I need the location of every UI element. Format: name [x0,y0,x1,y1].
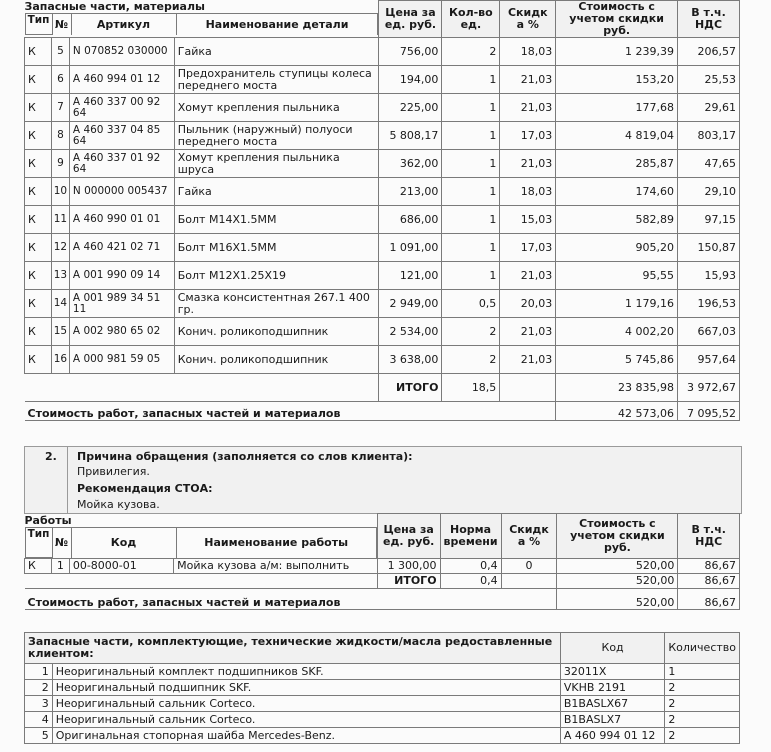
works-total-cost: 520,00 [557,573,678,588]
parts-cell-discount: 21,03 [500,150,556,178]
parts-cell-qty: 1 [442,150,500,178]
parts-cell-vat: 47,65 [678,150,740,178]
parts-cell-no: 8 [51,122,69,150]
parts-cell-discount: 18,03 [500,38,556,66]
parts-row [25,150,740,178]
parts-cell-discount: 17,03 [500,122,556,150]
parts-cell-no: 7 [51,94,69,122]
client-col-code: Код [560,633,664,664]
parts-cell-cost: 4 002,20 [556,318,678,346]
parts-table [24,0,740,421]
parts-cell-type: К [25,94,52,122]
client-cell-name: Неоригинальный подшипник SKF. [52,680,560,696]
parts-cell-name: Конич. роликоподшипник [174,318,379,346]
parts-cell-article: A 460 994 01 12 [69,66,174,94]
client-cell-no: 2 [25,680,53,696]
client-cell-code: 32011X [560,664,664,680]
parts-cell-type: К [25,150,52,178]
parts-cell-qty: 1 [442,66,500,94]
works-col-norm: Норма времени [440,514,501,559]
parts-cell-vat: 196,53 [678,290,740,318]
parts-cell-price: 121,00 [379,262,442,290]
parts-cell-qty: 1 [442,206,500,234]
parts-cell-vat: 25,53 [678,66,740,94]
parts-cell-price: 1 091,00 [379,234,442,262]
parts-cell-qty: 2 [442,38,500,66]
works-col-cost: Стоимость с учетом скидки руб. [557,514,678,559]
parts-grand-label: Стоимость работ, запасных частей и материалов [25,402,556,421]
parts-cell-discount: 21,03 [500,66,556,94]
client-cell-qty: 1 [665,664,740,680]
parts-cell-qty: 1 [442,94,500,122]
works-cell-cost: 520,00 [557,558,678,573]
client-cell-code: B1BASLX7 [560,712,664,728]
parts-cell-discount: 18,03 [500,178,556,206]
parts-cell-type: К [25,178,52,206]
parts-cell-no: 12 [51,234,69,262]
client-col-qty: Количество [665,633,740,664]
parts-cell-qty: 2 [442,346,500,374]
parts-cell-type: К [25,318,52,346]
parts-cell-cost: 153,20 [556,66,678,94]
reason-text: Привилегия. [77,465,150,478]
parts-cell-name: Смазка консистентная 267.1 400 гр. [174,290,379,318]
parts-cell-cost: 4 819,04 [556,122,678,150]
parts-cell-name: Пыльник (наружный) полуоси переднего моста [174,122,379,150]
parts-cell-price: 2 949,00 [379,290,442,318]
col-no: № [53,14,72,35]
client-cell-name: Неоригинальный сальник Corteco. [52,712,560,728]
parts-cell-cost: 177,68 [556,94,678,122]
works-col-code: Код [72,528,177,558]
parts-cell-cost: 1 239,39 [556,38,678,66]
parts-cell-discount: 17,03 [500,234,556,262]
recommendation-text: Мойка кузова. [77,498,160,511]
parts-cell-article: A 460 337 01 92 64 [69,150,174,178]
works-cell-code: 00-8000-01 [69,558,173,573]
parts-cell-article: A 460 337 00 92 64 [69,94,174,122]
parts-cell-type: К [25,262,52,290]
works-grand-label: Стоимость работ, запасных частей и материалов [25,588,557,609]
parts-cell-no: 16 [51,346,69,374]
parts-cell-discount: 21,03 [500,262,556,290]
works-table [24,513,740,610]
parts-total-label: ИТОГО [379,374,442,402]
works-row [25,558,740,573]
client-cell-no: 4 [25,712,53,728]
parts-cell-name: Гайка [174,38,379,66]
parts-cell-no: 11 [51,206,69,234]
works-section-title: Работы [25,514,377,528]
parts-total-qty: 18,5 [442,374,500,402]
parts-section-title: Запасные части, материалы [25,1,379,14]
works-cell-vat: 86,67 [678,558,740,573]
client-cell-name: Неоригинальный комплект подшипников SKF. [52,664,560,680]
client-row [25,728,740,744]
works-col-vat: В т.ч. НДС [678,514,740,559]
parts-cell-vat: 29,61 [678,94,740,122]
parts-row [25,318,740,346]
parts-cell-qty: 1 [442,122,500,150]
parts-grand-cost: 42 573,06 [556,402,678,421]
reason-number: 2. [45,450,57,463]
parts-cell-discount: 21,03 [500,94,556,122]
parts-cell-price: 213,00 [379,178,442,206]
parts-total-vat: 3 972,67 [678,374,740,402]
col-discount: Скидк а % [500,1,556,38]
recommendation-title: Рекомендация СТОА: [77,482,213,495]
client-row [25,696,740,712]
parts-grand-vat: 7 095,52 [678,402,740,421]
parts-cell-no: 5 [51,38,69,66]
parts-cell-vat: 803,17 [678,122,740,150]
parts-cell-article: A 001 989 34 51 11 [69,290,174,318]
parts-cell-vat: 29,10 [678,178,740,206]
parts-cell-article: N 000000 005437 [69,178,174,206]
parts-cell-name: Болт M12X1.25X19 [174,262,379,290]
works-col-name: Наименование работы [177,528,377,558]
parts-cell-qty: 1 [442,178,500,206]
parts-cell-name: Конич. роликоподшипник [174,346,379,374]
parts-cell-no: 9 [51,150,69,178]
client-row [25,712,740,728]
works-cell-no: 1 [51,558,69,573]
works-cell-norm: 0,4 [440,558,501,573]
col-price: Цена за ед. руб. [379,1,442,38]
parts-cell-cost: 285,87 [556,150,678,178]
works-grand-cost: 520,00 [557,588,678,609]
parts-cell-article: A 460 990 01 01 [69,206,174,234]
parts-row [25,38,740,66]
parts-cell-article: A 460 337 04 85 64 [69,122,174,150]
parts-cell-price: 5 808,17 [379,122,442,150]
parts-cell-discount: 15,03 [500,206,556,234]
parts-cell-qty: 1 [442,234,500,262]
col-type: Тип [25,14,53,35]
parts-cell-cost: 174,60 [556,178,678,206]
parts-cell-article: A 001 990 09 14 [69,262,174,290]
client-cell-qty: 2 [665,696,740,712]
client-cell-name: Неоригинальный сальник Corteco. [52,696,560,712]
parts-cell-article: A 460 421 02 71 [69,234,174,262]
client-section-title: Запасные части, комплектующие, технические жидкости/масла редоставленные клиентом: [25,633,561,664]
parts-cell-vat: 150,87 [678,234,740,262]
col-qty: Кол-во ед. [442,1,500,38]
parts-row [25,66,740,94]
parts-cell-price: 3 638,00 [379,346,442,374]
client-row [25,680,740,696]
parts-cell-qty: 0,5 [442,290,500,318]
client-cell-code: VKHB 2191 [560,680,664,696]
works-col-no: № [53,528,72,558]
client-cell-no: 3 [25,696,53,712]
works-total-vat: 86,67 [678,573,740,588]
col-cost: Стоимость с учетом скидки руб. [556,1,678,38]
parts-cell-name: Предохранитель ступицы колеса переднего моста [174,66,379,94]
parts-cell-price: 756,00 [379,38,442,66]
client-parts-table [24,632,740,744]
parts-cell-type: К [25,346,52,374]
col-name: Наименование детали [177,14,379,35]
parts-cell-name: Гайка [174,178,379,206]
works-total-label: ИТОГО [377,573,440,588]
parts-cell-vat: 97,15 [678,206,740,234]
works-col-price: Цена за ед. руб. [377,514,440,559]
parts-cell-name: Болт M16X1.5MM [174,234,379,262]
client-cell-code: A 460 994 01 12 [560,728,664,744]
parts-cell-vat: 957,64 [678,346,740,374]
client-cell-qty: 2 [665,712,740,728]
parts-cell-vat: 667,03 [678,318,740,346]
works-cell-name: Мойка кузова а/м: выполнить [174,558,378,573]
parts-cell-price: 194,00 [379,66,442,94]
parts-cell-no: 13 [51,262,69,290]
parts-row [25,290,740,318]
parts-cell-discount: 20,03 [500,290,556,318]
parts-cell-no: 14 [51,290,69,318]
parts-cell-no: 10 [51,178,69,206]
client-cell-qty: 2 [665,680,740,696]
works-grand-vat: 86,67 [678,588,740,609]
parts-cell-cost: 95,55 [556,262,678,290]
client-cell-no: 5 [25,728,53,744]
parts-row [25,178,740,206]
parts-cell-type: К [25,234,52,262]
parts-cell-qty: 1 [442,262,500,290]
col-vat: В т.ч. НДС [678,1,740,38]
parts-cell-cost: 1 179,16 [556,290,678,318]
client-row [25,664,740,680]
parts-cell-price: 2 534,00 [379,318,442,346]
works-cell-discount: 0 [501,558,557,573]
parts-cell-article: A 000 981 59 05 [69,346,174,374]
parts-cell-article: A 002 980 65 02 [69,318,174,346]
parts-cell-vat: 206,57 [678,38,740,66]
parts-cell-name: Болт M14X1.5MM [174,206,379,234]
parts-cell-type: К [25,290,52,318]
parts-cell-vat: 15,93 [678,262,740,290]
parts-row [25,346,740,374]
parts-cell-no: 6 [51,66,69,94]
parts-cell-type: К [25,206,52,234]
client-cell-name: Оригинальная стопорная шайба Mercedes-Benz. [52,728,560,744]
parts-cell-cost: 5 745,86 [556,346,678,374]
reason-title: Причина обращения (заполняется со слов клиента): [77,450,413,463]
works-col-discount: Скидк а % [501,514,557,559]
parts-cell-price: 362,00 [379,150,442,178]
parts-cell-name: Хомут крепления пыльника шруса [174,150,379,178]
parts-row [25,94,740,122]
works-cell-price: 1 300,00 [377,558,440,573]
col-article: Артикул [72,14,177,35]
parts-total-cost: 23 835,98 [556,374,678,402]
parts-cell-article: N 070852 030000 [69,38,174,66]
reason-block [24,446,742,514]
works-col-type: Тип [25,528,53,558]
client-cell-code: B1BASLX67 [560,696,664,712]
parts-cell-cost: 905,20 [556,234,678,262]
parts-cell-discount: 21,03 [500,346,556,374]
parts-cell-type: К [25,38,52,66]
parts-cell-cost: 582,89 [556,206,678,234]
parts-cell-price: 225,00 [379,94,442,122]
parts-cell-type: К [25,122,52,150]
parts-row [25,122,740,150]
client-cell-qty: 2 [665,728,740,744]
parts-cell-price: 686,00 [379,206,442,234]
parts-row [25,206,740,234]
parts-cell-type: К [25,66,52,94]
parts-cell-no: 15 [51,318,69,346]
works-cell-type: К [25,558,52,573]
parts-cell-name: Хомут крепления пыльника [174,94,379,122]
parts-cell-qty: 2 [442,318,500,346]
client-cell-no: 1 [25,664,53,680]
works-total-norm: 0,4 [440,573,501,588]
parts-row [25,262,740,290]
parts-row [25,234,740,262]
parts-cell-discount: 21,03 [500,318,556,346]
